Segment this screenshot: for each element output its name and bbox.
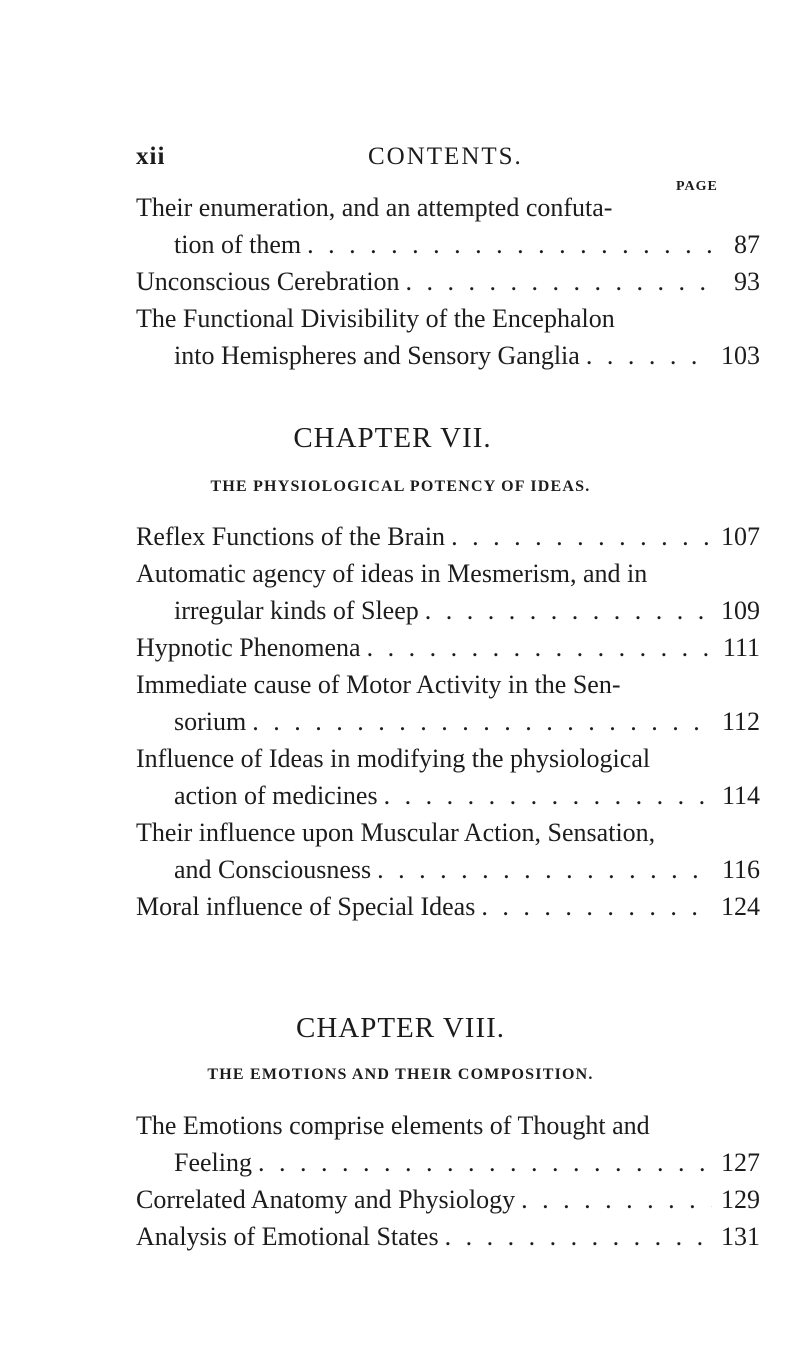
entry-page: 124 — [721, 892, 760, 921]
leader-dots — [515, 1181, 712, 1218]
toc-entry — [136, 888, 760, 925]
chapter-subtitle: THE PHYSIOLOGICAL POTENCY OF IDEAS. — [210, 478, 591, 495]
leader-dots — [246, 703, 712, 740]
leader-dots — [475, 888, 712, 925]
toc-entry — [136, 189, 760, 263]
leader-dots — [361, 629, 712, 666]
toc-entry — [136, 629, 760, 666]
entry-text: Hypnotic Phenomena — [136, 633, 361, 662]
leader-dots — [301, 226, 712, 263]
leader-dots — [400, 263, 712, 300]
entry-text: Analysis of Emotional States — [136, 1222, 439, 1251]
entry-page: 107 — [721, 522, 760, 551]
entry-page: 114 — [721, 781, 760, 810]
entry-text: into Hemispheres and Sensory Ganglia — [174, 341, 580, 370]
entry-text: action of medicines — [174, 781, 378, 810]
chapter-heading: CHAPTER VII. — [293, 422, 492, 454]
leader-dots — [371, 851, 712, 888]
toc-entry — [136, 300, 760, 374]
toc-entry — [136, 555, 760, 629]
leader-dots — [252, 1144, 712, 1181]
entry-page: 93 — [734, 267, 760, 296]
toc-entry — [136, 1107, 760, 1181]
entry-text: Moral influence of Special Ideas — [136, 892, 476, 921]
entry-text: Unconscious Cerebration — [136, 267, 400, 296]
leader-dots — [445, 518, 712, 555]
toc-entry — [136, 740, 760, 814]
entry-page: 131 — [721, 1222, 760, 1251]
toc-entry — [136, 814, 760, 888]
entry-text: tion of them — [174, 230, 302, 259]
entry-text: Reflex Functions of the Brain — [136, 522, 446, 551]
entry-page: 112 — [721, 707, 760, 736]
toc-entry — [136, 263, 760, 300]
chapter-subtitle: THE EMOTIONS AND THEIR COMPOSITION. — [207, 1066, 594, 1083]
entry-page: 116 — [721, 855, 760, 884]
leader-dots — [419, 592, 712, 629]
entry-text: sorium — [174, 707, 247, 736]
entry-page: 127 — [721, 1148, 760, 1177]
entry-text: irregular kinds of Sleep — [174, 596, 419, 625]
leader-dots — [580, 337, 712, 374]
entry-page: 103 — [721, 341, 760, 370]
page-number: xii — [136, 143, 166, 170]
entry-text: The Emotions comprise elements of Thought and — [136, 1111, 650, 1140]
leader-dots — [439, 1218, 712, 1255]
entry-page: 87 — [734, 230, 760, 259]
toc-entry — [136, 1218, 760, 1255]
entry-text: Influence of Ideas in modifying the physiological — [136, 744, 651, 773]
entry-text: Their influence upon Muscular Action, Sensation, — [136, 818, 656, 847]
entry-page: 111 — [722, 633, 760, 662]
chapter-heading: CHAPTER VIII. — [295, 1012, 506, 1044]
running-title: CONTENTS. — [368, 143, 523, 170]
entry-text: Feeling — [174, 1148, 252, 1177]
running-header — [136, 143, 696, 173]
leader-dots — [378, 777, 712, 814]
entry-text: and Consciousness — [174, 855, 372, 884]
entry-text: Correlated Anatomy and Physiology — [136, 1185, 516, 1214]
entry-text: Immediate cause of Motor Activity in the Sen- — [136, 670, 621, 699]
entry-text: The Functional Divisibility of the Encephalon — [136, 304, 615, 333]
entry-page: 109 — [721, 596, 760, 625]
page-column-label: PAGE — [676, 179, 718, 194]
toc-entry — [136, 666, 760, 740]
toc-entry — [136, 518, 760, 555]
entry-page: 129 — [721, 1185, 760, 1214]
entry-text: Their enumeration, and an attempted confuta- — [136, 193, 613, 222]
toc-entry — [136, 1181, 760, 1218]
entry-text: Automatic agency of ideas in Mesmerism, and in — [136, 559, 648, 588]
